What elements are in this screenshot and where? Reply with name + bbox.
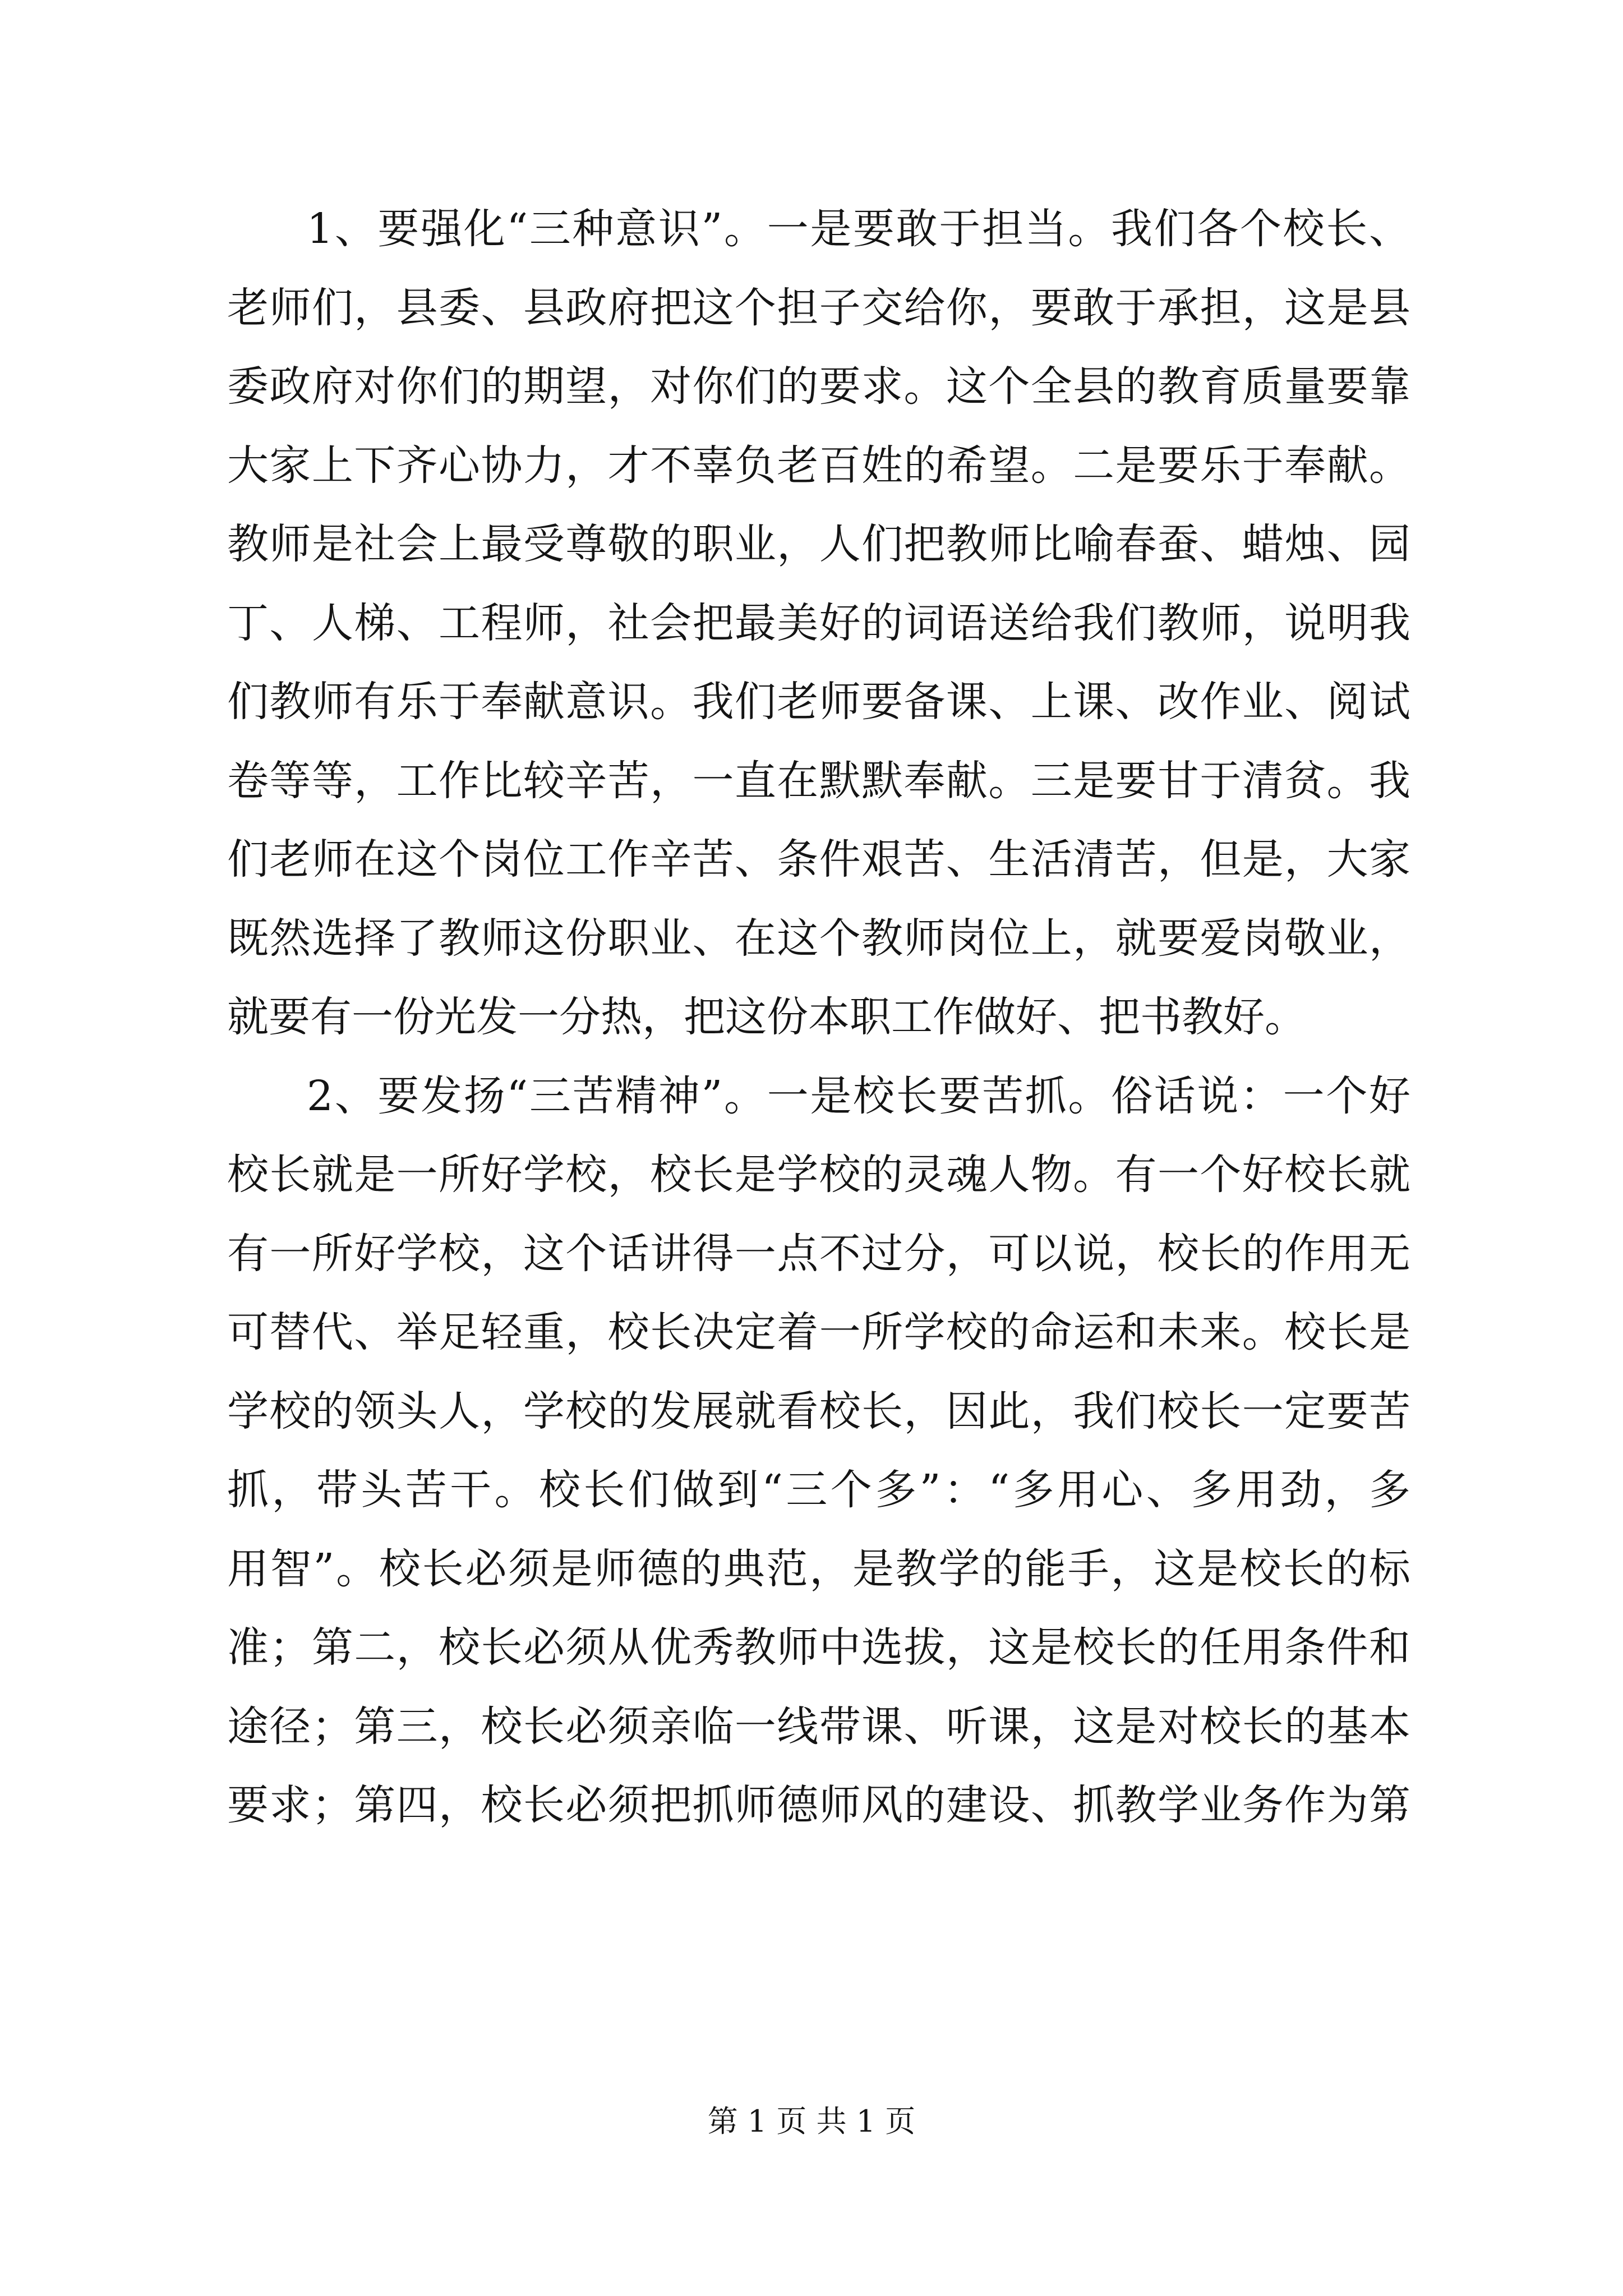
paragraph-1-line-1: 1、要强化“三种意识”。一是要敢于担当。我们各个校长、 [307, 205, 1410, 253]
paragraph-1-line-4: 大家上下齐心协力，才不辜负老百姓的希望。二是要乐于奉献。 [227, 441, 1410, 490]
document-body [227, 190, 1410, 1845]
paragraph-2-line-8: 准；第二，校长必须从优秀教师中选拔，这是校长的任用条件和 [227, 1623, 1410, 1672]
paragraph-1-line-3: 委政府对你们的期望，对你们的要求。这个全县的教育质量要靠 [227, 362, 1410, 411]
paragraph-1-line-8: 卷等等，工作比较辛苦，一直在默默奉献。三是要甘于清贫。我 [227, 756, 1410, 805]
paragraph-1-line-11: 就要有一份光发一分热，把这份本职工作做好、把书教好。 [227, 993, 1306, 1041]
paragraph-2-line-7: 用智”。校长必须是师德的典范，是教学的能手，这是校长的标 [227, 1544, 1410, 1593]
paragraph-1-line-9: 们老师在这个岗位工作辛苦、条件艰苦、生活清苦，但是，大家 [227, 835, 1410, 884]
page-footer: 第 1 页 共 1 页 [707, 2104, 916, 2139]
paragraph-1-line-5: 教师是社会上最受尊敬的职业，人们把教师比喻春蚕、蜡烛、园 [227, 520, 1410, 568]
paragraph-2-line-9: 途径；第三，校长必须亲临一线带课、听课，这是对校长的基本 [227, 1702, 1410, 1751]
paragraph-2-line-5: 学校的领头人，学校的发展就看校长，因此，我们校长一定要苦 [227, 1387, 1410, 1435]
paragraph-2-line-6: 抓，带头苦干。校长们做到“三个多”：“多用心、多用劲，多 [227, 1466, 1410, 1514]
paragraph-2-line-3: 有一所好学校，这个话讲得一点不过分，可以说，校长的作用无 [227, 1229, 1410, 1278]
paragraph-2-line-4: 可替代、举足轻重，校长决定着一所学校的命运和未来。校长是 [227, 1308, 1410, 1356]
paragraph-1-line-10: 既然选择了教师这份职业、在这个教师岗位上，就要爱岗敬业， [227, 914, 1410, 963]
paragraph-2-line-1: 2、要发扬“三苦精神”。一是校长要苦抓。俗话说：一个好 [307, 1071, 1410, 1120]
paragraph-2-line-2: 校长就是一所好学校，校长是学校的灵魂人物。有一个好校长就 [227, 1151, 1410, 1199]
paragraph-1-line-6: 丁、人梯、工程师，社会把最美好的词语送给我们教师，说明我 [227, 599, 1410, 647]
paragraph-1-line-7: 们教师有乐于奉献意识。我们老师要备课、上课、改作业、阅试 [227, 678, 1410, 726]
paragraph-1-line-2: 老师们，县委、县政府把这个担子交给你，要敢于承担，这是县 [227, 283, 1410, 332]
paragraph-2-line-10: 要求；第四，校长必须把抓师德师风的建设、抓教学业务作为第 [227, 1781, 1410, 1829]
